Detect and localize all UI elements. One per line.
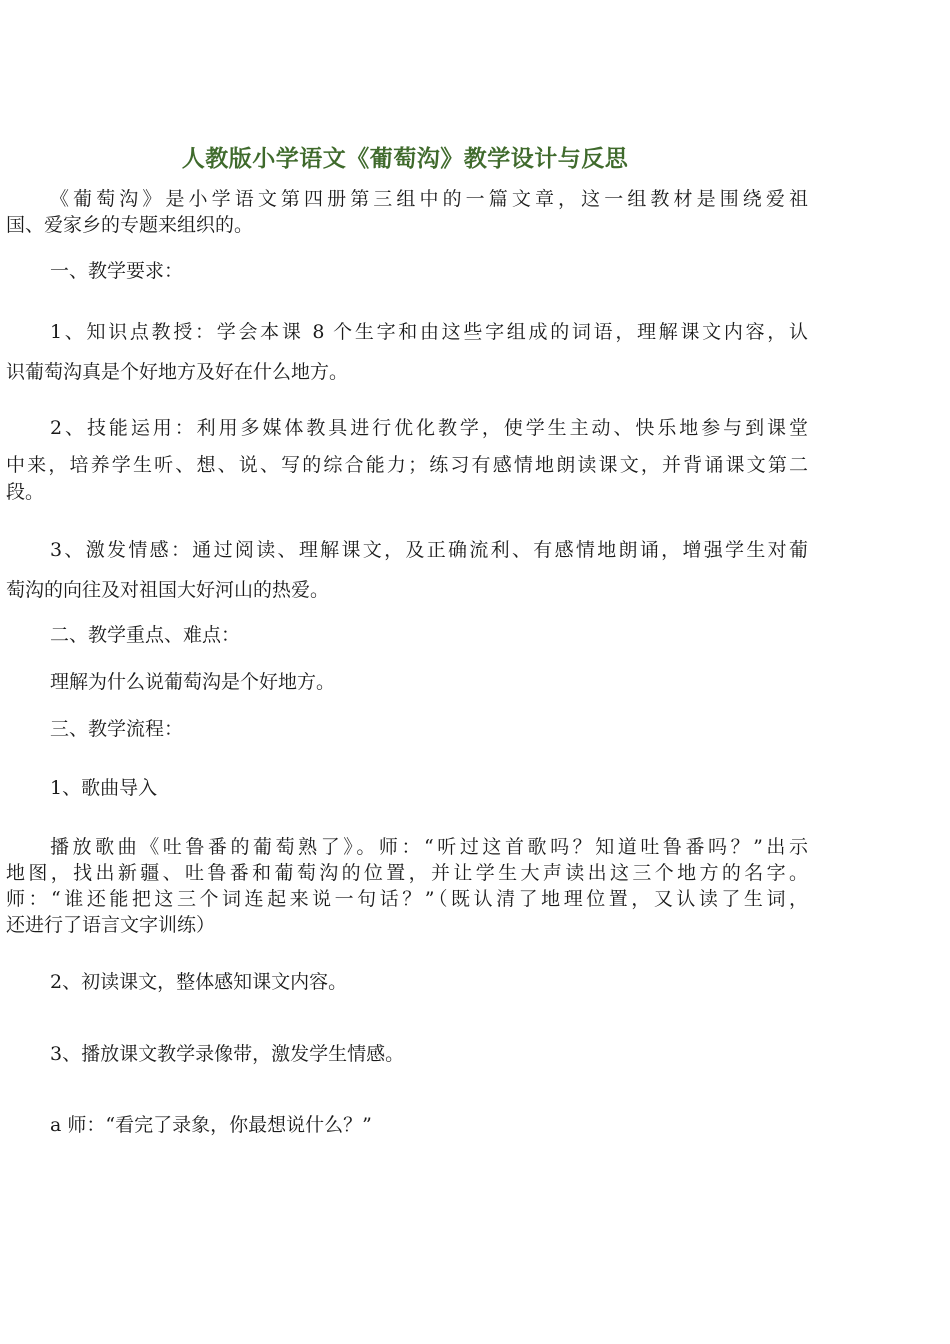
section-heading-requirements: 一、教学要求： xyxy=(50,260,184,282)
requirement-line: 段。 xyxy=(6,481,45,503)
step-line: 播放歌曲《吐鲁番的葡萄熟了》。师：“听过这首歌吗？知道吐鲁番吗？”出示 xyxy=(50,836,808,858)
step-item: 2、初读课文，整体感知课文内容。 xyxy=(50,971,348,993)
document-title: 人教版小学语文《葡萄沟》教学设计与反思 xyxy=(181,145,629,172)
requirement-line: 萄沟的向往及对祖国大好河山的热爱。 xyxy=(6,579,330,601)
step-item: 3、播放课文教学录像带，激发学生情感。 xyxy=(50,1043,405,1065)
requirement-line: 2、技能运用：利用多媒体教具进行优化教学，使学生主动、快乐地参与到课堂 xyxy=(50,417,808,439)
section-heading-key-points: 二、教学重点、难点： xyxy=(50,624,241,646)
requirement-paragraph xyxy=(6,312,808,392)
step-paragraph xyxy=(6,834,808,938)
step-subitem: a 师：“看完了录象，你最想说什么？” xyxy=(50,1114,372,1136)
intro-line: 《葡萄沟》是小学语文第四册第三组中的一篇文章，这一组教材是围绕爱祖 xyxy=(50,188,808,210)
requirement-paragraph xyxy=(6,408,808,502)
requirement-line: 1、知识点教授：学会本课 8 个生字和由这些字组成的词语，理解课文内容，认 xyxy=(50,321,808,343)
intro-line: 国、爱家乡的专题来组织的。 xyxy=(6,214,254,236)
step-line: 还进行了语言文字训练） xyxy=(6,914,216,936)
requirement-line: 识葡萄沟真是个好地方及好在什么地方。 xyxy=(6,361,349,383)
requirement-paragraph xyxy=(6,530,808,610)
step-line: 师：“谁还能把这三个词连起来说一句话？”（既认清了地理位置，又认读了生词， xyxy=(6,888,808,910)
requirement-line: 中来，培养学生听、想、说、写的综合能力；练习有感情地朗读课文，并背诵课文第二 xyxy=(6,454,808,476)
intro-paragraph xyxy=(6,186,808,238)
section-heading-process: 三、教学流程： xyxy=(50,718,184,740)
step-line: 地图，找出新疆、吐鲁番和葡萄沟的位置，并让学生大声读出这三个地方的名字。 xyxy=(6,862,808,884)
requirement-line: 3、激发情感：通过阅读、理解课文，及正确流利、有感情地朗诵，增强学生对葡 xyxy=(50,539,808,561)
key-points-text: 理解为什么说葡萄沟是个好地方。 xyxy=(50,671,336,693)
step-heading: 1、歌曲导入 xyxy=(50,777,158,799)
